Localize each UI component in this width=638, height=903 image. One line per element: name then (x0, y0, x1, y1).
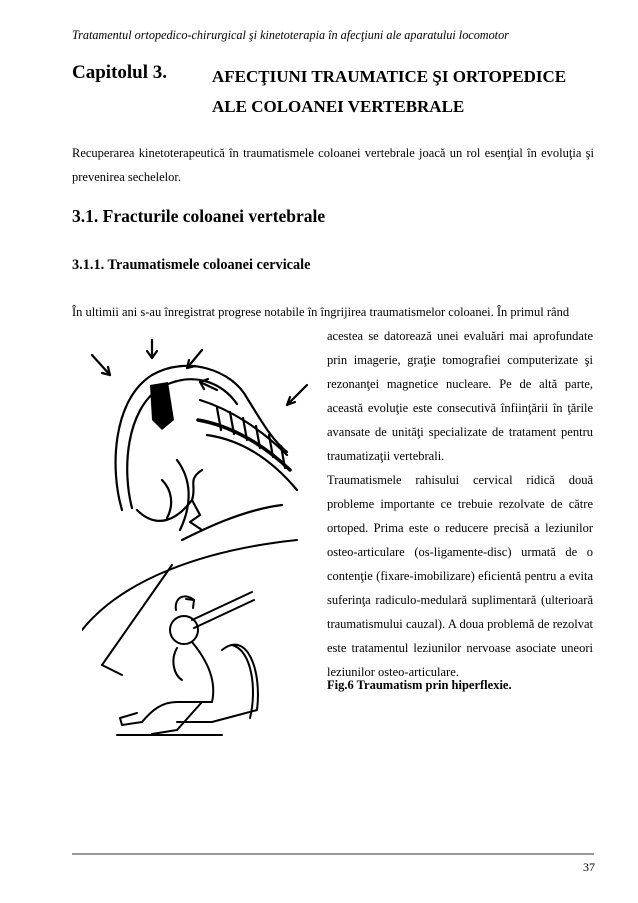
figure-illustration (82, 330, 314, 758)
vehicle-occupant-drawing (82, 540, 297, 735)
head-neck-drawing (116, 366, 297, 540)
body-paragraph-2: Traumatismele rahisului cervical ridică două probleme importante ce trebuie rezolvate de către ortoped. Prima este o reducere precisă a leziunilor osteo-articulare (os-ligamente-disc) urmată de o contenţie (fixare-imobilizare) eficientă pentru a evita suferinţa radiculo-medulară suplimentară (ulterioară traumatismului cauzal). A doua problemă de rezolvat este tratamentul leziunilor nervoase asociate uneori leziunilor osteo-articulare. (327, 473, 593, 679)
figure-caption: Fig.6 Traumatism prin hiperflexie. (327, 678, 512, 692)
force-arrows (92, 340, 307, 405)
intro-paragraph: Recuperarea kinetoterapeutică în traumatismele coloanei vertebrale joacă un rol esenţial în evoluţia şi prevenirea sechelelor. (72, 146, 594, 184)
hyperflexion-figure (82, 330, 314, 758)
body-paragraph-1: acestea se datorează unei evaluări mai aprofundate prin imagerie, graţie tomografiei computerizate şi rezonanţei magnetice nucleare. Pe de altă parte, această evoluţie este consecutivă înfiinţării în ţările avansate de unităţi specializate de tratament pentru traumatizaţii vertebrali. (327, 329, 593, 463)
subsection-heading: 3.1.1. Traumatismele coloanei cervicale (72, 257, 311, 273)
chapter-number: Capitolul 3. (72, 62, 168, 83)
section-heading: 3.1. Fracturile coloanei vertebrale (72, 206, 326, 226)
chapter-title (212, 62, 566, 122)
chapter-title-line-1: AFECŢIUNI TRAUMATICE ŞI ORTOPEDICE (212, 67, 567, 86)
running-header: Tratamentul ortopedico-chirurgical şi kinetoterapia în afecţiuni ale aparatului locomotor (72, 28, 509, 42)
chapter-title-line-2: ALE COLOANEI VERTEBRALE (212, 97, 465, 116)
page-number: 37 (583, 860, 595, 874)
body-text-column (327, 324, 593, 684)
footer-rule (72, 853, 594, 855)
spinal-cord-shading (150, 382, 174, 430)
body-first-line: În ultimii ani s-au înregistrat progrese notabile în îngrijirea traumatismelor coloanei. În primul rând (72, 305, 570, 319)
